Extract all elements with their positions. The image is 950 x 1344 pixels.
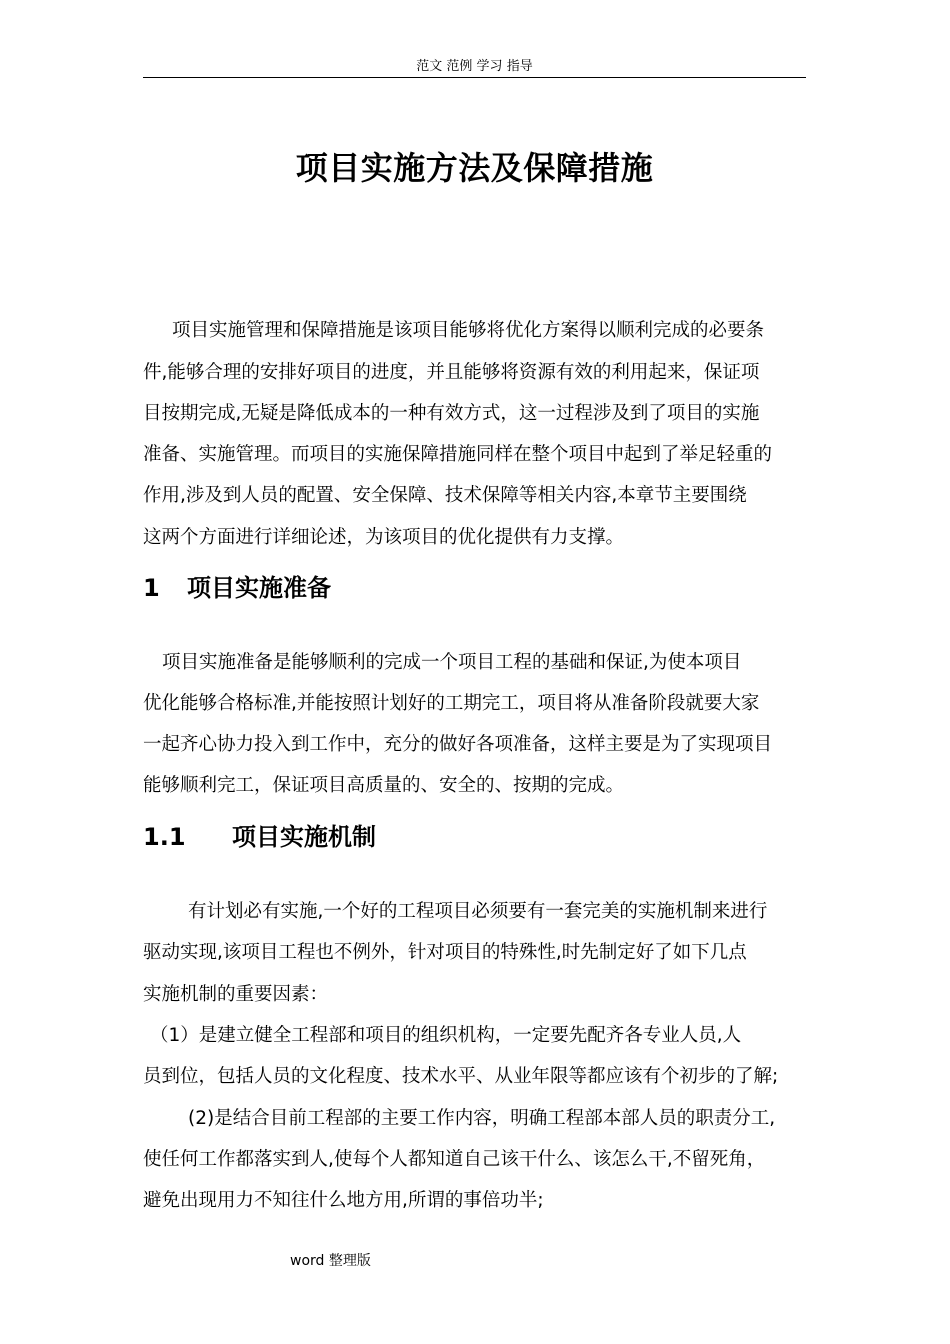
intro-line: 目按期完成,无疑是降低成本的一种有效方式，这一过程涉及到了项目的实施	[143, 403, 760, 424]
section-1-1-line: （1）是建立健全工程部和项目的组织机构，一定要先配齐各专业人员,人	[150, 1025, 742, 1046]
section-1-1-line: 实施机制的重要因素：	[143, 984, 329, 1005]
section-1-1-line: 有计划必有实施,一个好的工程项目必须要有一套完美的实施机制来进行	[188, 901, 768, 922]
page-header: 范文 范例 学习 指导	[416, 59, 533, 74]
section-1-1-line: 使任何工作都落实到人,使每个人都知道自己该干什么、该怎么干,不留死角，	[143, 1149, 766, 1170]
section-1-1-heading	[143, 820, 376, 854]
section-title: 项目实施机制	[232, 823, 376, 851]
section-1-1-line: 避免出现用力不知往什么地方用,所谓的事倍功半;	[143, 1190, 544, 1211]
section-number: 1.1	[143, 823, 186, 851]
section-number: 1	[143, 574, 160, 602]
header-divider	[143, 77, 806, 78]
page-footer: word 整理版	[290, 1253, 371, 1269]
section-1-1-line: (2)是结合目前工程部的主要工作内容，明确工程部本部人员的职责分工,	[188, 1108, 776, 1129]
section-1-line: 能够顺利完工，保证项目高质量的、安全的、按期的完成。	[143, 775, 625, 796]
section-1-1-line: 员到位，包括人员的文化程度、技术水平、从业年限等都应该有个初步的了解;	[143, 1066, 779, 1087]
intro-line: 件,能够合理的安排好项目的进度，并且能够将资源有效的利用起来，保证项	[143, 362, 760, 383]
section-1-line: 项目实施准备是能够顺利的完成一个项目工程的基础和保证,为使本项目	[162, 652, 742, 673]
document-title: 项目实施方法及保障措施	[295, 149, 654, 187]
section-1-line: 一起齐心协力投入到工作中，充分的做好各项准备，这样主要是为了实现项目	[143, 734, 773, 755]
intro-line: 作用,涉及到人员的配置、安全保障、技术保障等相关内容,本章节主要围绕	[143, 485, 747, 506]
intro-line: 项目实施管理和保障措施是该项目能够将优化方案得以顺利完成的必要条	[172, 320, 765, 341]
intro-line: 准备、实施管理。而项目的实施保障措施同样在整个项目中起到了举足轻重的	[143, 444, 773, 465]
section-1-1-line: 驱动实现,该项目工程也不例外，针对项目的特殊性,时先制定好了如下几点	[143, 942, 747, 963]
section-title: 项目实施准备	[187, 574, 331, 602]
intro-line: 这两个方面进行详细论述，为该项目的优化提供有力支撑。	[143, 527, 625, 548]
section-1-line: 优化能够合格标准,并能按照计划好的工期完工，项目将从准备阶段就要大家	[143, 693, 760, 714]
section-1-heading	[143, 571, 331, 605]
